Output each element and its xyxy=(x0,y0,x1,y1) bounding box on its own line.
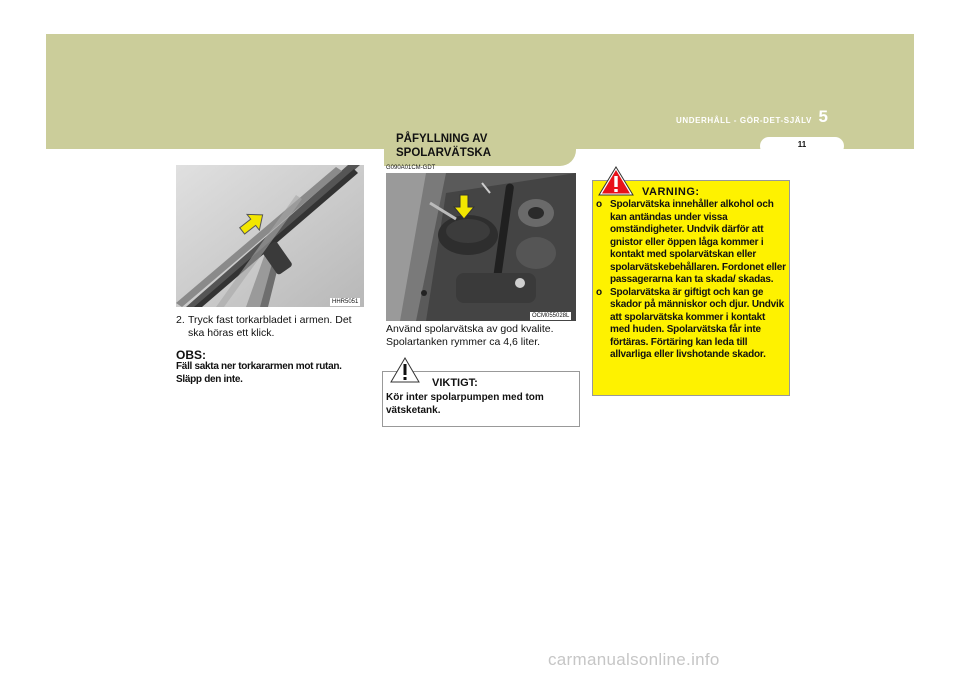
section-intro-text: Använd spolarvätska av god kvalite. Spolartanken rymmer ca 4,6 liter. xyxy=(386,323,554,348)
obs-heading: OBS: xyxy=(176,348,206,362)
warning-list xyxy=(596,199,786,362)
washer-reservoir-photo xyxy=(386,173,576,321)
warning-item xyxy=(596,287,786,362)
chapter-title: UNDERHÅLL - GÖR-DET-SJÄLV xyxy=(675,116,812,125)
section-title-line-2: SPOLARVÄTSKA xyxy=(396,147,491,159)
warning-triangle-icon xyxy=(390,357,420,383)
warning-item xyxy=(596,199,786,287)
section-title xyxy=(396,132,491,160)
figure-caption-ocm055028l: OCM055028L xyxy=(532,313,570,319)
warning-item-text: Spolarvätska innehåller alkohol och kan antändas under vissa omständigheter. Undvik därför att gnistor eller öppen låga kommer i kontakt med spolarvätskan eller spolarvätskebehållaren. Fordonet eller passagerarna kan ta skada/ skadas. xyxy=(610,199,786,285)
caution-title: VIKTIGT: xyxy=(432,377,478,389)
step-number: 2. xyxy=(176,314,185,326)
warning-triangle-icon xyxy=(598,166,634,196)
obs-text: Fäll sakta ner torkararmen mot rutan. Släpp den inte. xyxy=(176,361,342,385)
wiper-blade-photo xyxy=(176,165,364,307)
list-bullet: o xyxy=(596,199,602,210)
warning-item-text: Spolarvätska är giftigt och kan ge skador på människor och djur. Undvik att spolarvätska kommer i kontakt med huden. Spolarvätska får inte förtäras. Förtäring kan leda till allvarliga eller livshotande skador. xyxy=(610,286,784,360)
watermark: carmanualsonline.info xyxy=(548,650,720,669)
warning-title: VARNING: xyxy=(642,186,700,198)
page-number: 11 xyxy=(797,140,807,149)
chapter-number: 5 xyxy=(818,107,828,126)
section-code: G090A01CM-GDT xyxy=(386,165,436,171)
step-2-text xyxy=(176,314,366,340)
figure-caption-hhr5051: HHR5051 xyxy=(332,299,359,305)
step-description: Tryck fast torkarbladet i armen. Det ska höras ett klick. xyxy=(188,314,352,339)
caution-text: Kör inter spolarpumpen med tom vätsketank. xyxy=(386,392,544,416)
list-bullet: o xyxy=(596,286,602,298)
section-title-line-1: PÅFYLLNING AV xyxy=(396,133,488,145)
